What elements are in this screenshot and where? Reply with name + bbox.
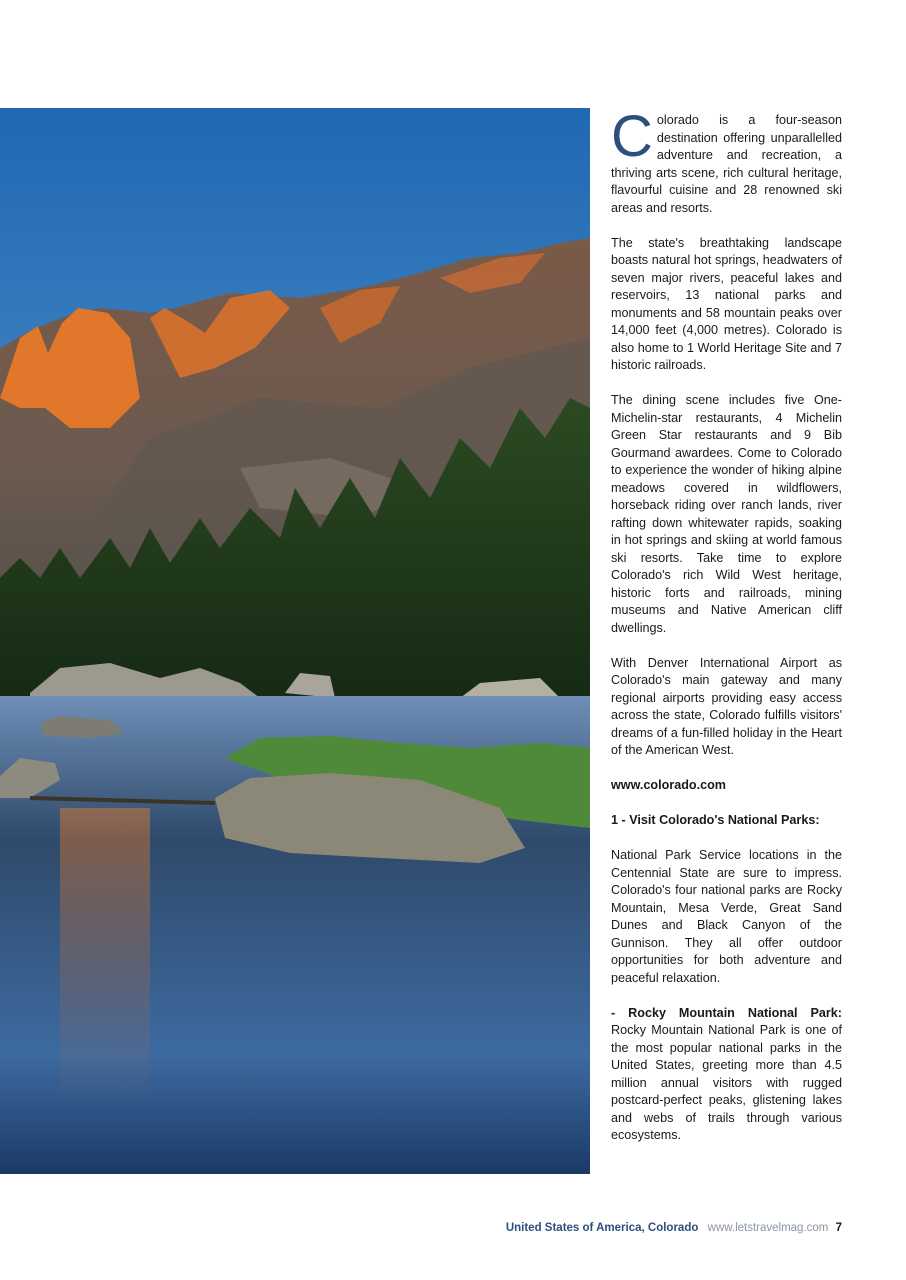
website-link[interactable]: www.colorado.com [611, 778, 726, 792]
article-body [611, 104, 842, 1162]
national-parks-paragraph: National Park Service locations in the Centennial State are sure to impress. Colorado's four national parks are Rocky Mountain, Mesa Verde, Great Sand Dunes and Black Canyon of the Gunnison. They all offer outdoor opportunities for both adventure and peaceful relaxation. [611, 848, 842, 985]
footer-url[interactable]: www.letstravelmag.com [707, 1222, 829, 1234]
dining-paragraph: The dining scene includes five One-Michelin-star restaurants, 4 Michelin Green Star restaurants and 9 Bib Gourmand awardees. Come to Colorado to experience the wonder of hiking alpine meadows covered in wildflowers, horseback riding over ranch lands, river rafting down whitewater rapids, soaking in hot springs and skiing at world famous ski resorts. Take time to explore Colorado's rich Wild West heritage, historic forts and railroads, mining museums and Native American cliff dwellings. [611, 393, 842, 635]
intro-text: olorado is a four-season destination offering unparallelled adventure and recreation, a thriving arts scene, rich cultural heritage, flavourful cuisine and 28 renowned ski areas and resorts. [611, 113, 842, 215]
footer-location: United States of America, Colorado [505, 1222, 699, 1234]
intro-paragraph [611, 104, 842, 217]
airport-paragraph: With Denver International Airport as Colorado's main gateway and many regional airports providing easy access across the state, Colorado fulfills visitors' dreams of a fun-filled holiday in the Heart of the American West. [611, 655, 842, 757]
page-footer [400, 1222, 842, 1234]
landscape-paragraph: The state's breathtaking landscape boasts natural hot springs, headwaters of seven major rivers, peaceful lakes and reservoirs, 13 national parks and monuments and 58 mountain peaks over 14,000 feet (4,000 metres). Colorado is also home to 1 World Heritage Site and 7 historic railroads. [611, 235, 842, 372]
rocky-mountain-heading: - Rocky Mountain National Park: [611, 1005, 842, 1020]
landscape-illustration [0, 108, 590, 1174]
section-heading-national-parks: 1 - Visit Colorado's National Parks: [611, 813, 820, 827]
drop-cap: C [611, 104, 653, 169]
rocky-mountain-paragraph [611, 1005, 842, 1145]
mountain-lake-photo [0, 108, 590, 1174]
rocky-mountain-text: Rocky Mountain National Park is one of the most popular national parks in the United States, greeting more than 4.5 million annual visitors with rugged postcard-perfect peaks, glistening lakes and webs of trails through various ecosystems. [611, 1023, 842, 1142]
page-number: 7 [835, 1222, 842, 1234]
